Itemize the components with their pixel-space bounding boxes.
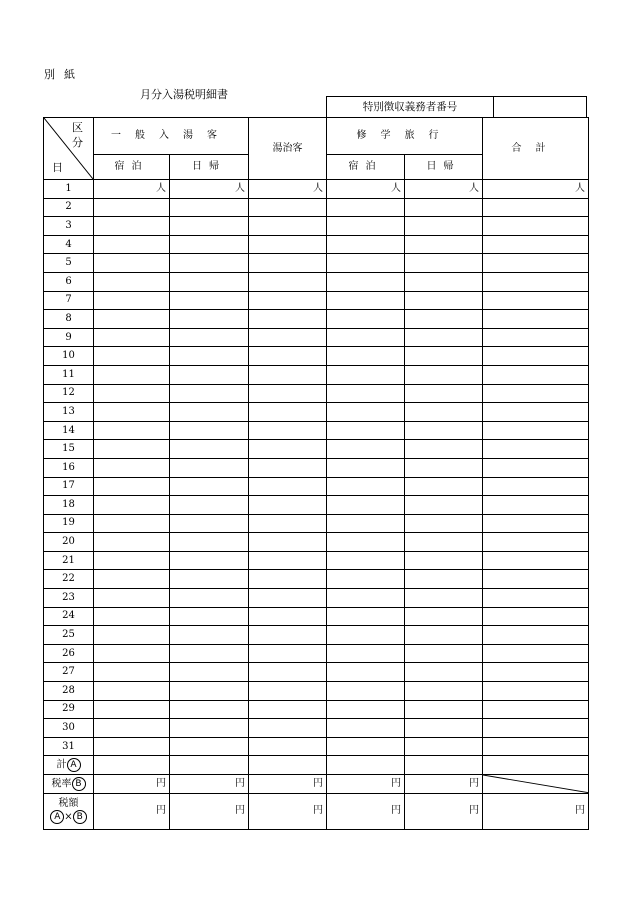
day-cell[interactable] (327, 607, 405, 626)
tax-amount-cell[interactable]: 円 (327, 793, 405, 829)
day-number: 24 (44, 607, 94, 626)
day-row (44, 310, 589, 329)
day-cell[interactable]: 人 (249, 180, 327, 199)
day-row (44, 365, 589, 384)
day-cell[interactable] (94, 551, 170, 570)
day-cell[interactable] (327, 570, 405, 589)
day-cell[interactable] (94, 514, 170, 533)
day-cell[interactable] (170, 217, 249, 236)
day-cell[interactable]: 人 (170, 180, 249, 199)
day-row (44, 533, 589, 552)
sum-cell[interactable] (249, 756, 327, 775)
tax-amount-label: 税額 A × B (44, 793, 94, 829)
day-number: 29 (44, 700, 94, 719)
day-cell[interactable] (405, 719, 483, 738)
day-cell[interactable] (327, 700, 405, 719)
day-cell[interactable] (170, 458, 249, 477)
day-number: 5 (44, 254, 94, 273)
day-row (44, 682, 589, 701)
day-cell[interactable] (405, 291, 483, 310)
day-cell[interactable] (327, 235, 405, 254)
school-daytrip-header: 日帰 (405, 155, 483, 180)
day-cell[interactable] (170, 607, 249, 626)
day-cell[interactable] (249, 551, 327, 570)
day-number: 27 (44, 663, 94, 682)
day-row (44, 440, 589, 459)
day-cell[interactable] (170, 570, 249, 589)
tax-number-field[interactable] (494, 97, 586, 118)
day-number: 11 (44, 365, 94, 384)
day-number: 30 (44, 719, 94, 738)
day-number: 7 (44, 291, 94, 310)
day-number: 9 (44, 328, 94, 347)
day-cell[interactable] (483, 365, 589, 384)
day-row (44, 291, 589, 310)
day-cell[interactable] (249, 384, 327, 403)
day-row (44, 737, 589, 756)
general-guests-header: 一般入湯客 (94, 118, 249, 155)
rate-cell[interactable]: 円 (170, 775, 249, 794)
day-cell[interactable] (94, 272, 170, 291)
rate-cell[interactable]: 円 (94, 775, 170, 794)
day-cell[interactable] (327, 347, 405, 366)
day-cell[interactable] (327, 403, 405, 422)
day-cell[interactable] (94, 737, 170, 756)
day-cell[interactable] (94, 198, 170, 217)
corner-header (44, 118, 94, 180)
day-cell[interactable] (327, 477, 405, 496)
day-cell[interactable] (405, 700, 483, 719)
day-cell[interactable] (249, 514, 327, 533)
school-overnight-header: 宿泊 (327, 155, 405, 180)
day-cell[interactable] (249, 477, 327, 496)
day-cell[interactable] (405, 589, 483, 608)
day-cell[interactable] (94, 458, 170, 477)
day-cell[interactable] (249, 737, 327, 756)
day-cell[interactable] (405, 421, 483, 440)
tax-amount-total-cell[interactable]: 円 (483, 793, 589, 829)
day-number: 21 (44, 551, 94, 570)
day-cell[interactable] (170, 254, 249, 273)
day-cell[interactable] (94, 682, 170, 701)
day-cell[interactable] (249, 626, 327, 645)
day-cell[interactable] (94, 700, 170, 719)
day-cell[interactable] (249, 272, 327, 291)
day-row (44, 570, 589, 589)
day-cell[interactable] (483, 328, 589, 347)
day-cell[interactable] (170, 626, 249, 645)
rate-cell[interactable]: 円 (327, 775, 405, 794)
day-cell[interactable] (327, 644, 405, 663)
rate-label: 税率 B (44, 775, 94, 794)
day-number: 23 (44, 589, 94, 608)
day-cell[interactable] (405, 477, 483, 496)
day-cell[interactable] (327, 254, 405, 273)
day-cell[interactable] (483, 198, 589, 217)
day-cell[interactable] (483, 533, 589, 552)
day-cell[interactable] (483, 254, 589, 273)
day-cell[interactable] (249, 440, 327, 459)
day-cell[interactable] (170, 440, 249, 459)
day-row (44, 644, 589, 663)
day-cell[interactable] (249, 403, 327, 422)
day-cell[interactable] (170, 403, 249, 422)
day-cell[interactable] (405, 440, 483, 459)
day-cell[interactable] (483, 440, 589, 459)
day-cell[interactable] (483, 384, 589, 403)
day-cell[interactable] (249, 589, 327, 608)
day-cell[interactable] (405, 663, 483, 682)
day-cell[interactable] (327, 682, 405, 701)
day-row (44, 719, 589, 738)
day-cell[interactable] (170, 589, 249, 608)
day-cell[interactable] (170, 663, 249, 682)
day-number: 4 (44, 235, 94, 254)
day-row (44, 272, 589, 291)
day-cell[interactable] (249, 198, 327, 217)
day-cell[interactable] (170, 644, 249, 663)
day-cell[interactable] (170, 291, 249, 310)
day-number: 6 (44, 272, 94, 291)
school-trip-header: 修学旅行 (327, 118, 483, 155)
mark-a-icon: A (50, 810, 64, 824)
day-row (44, 180, 589, 199)
day-cell[interactable] (249, 458, 327, 477)
day-number: 17 (44, 477, 94, 496)
form-label: 別紙 (44, 68, 84, 81)
day-cell[interactable] (170, 477, 249, 496)
day-cell[interactable] (170, 682, 249, 701)
day-number: 2 (44, 198, 94, 217)
tax-number-label: 特別徴収義務者番号 (327, 97, 494, 118)
day-cell[interactable] (483, 737, 589, 756)
day-cell[interactable] (249, 607, 327, 626)
day-cell[interactable] (327, 272, 405, 291)
day-cell[interactable] (94, 384, 170, 403)
day-cell[interactable] (483, 347, 589, 366)
day-number: 19 (44, 514, 94, 533)
day-cell[interactable] (483, 589, 589, 608)
day-cell[interactable] (327, 551, 405, 570)
day-cell[interactable] (94, 607, 170, 626)
tax-amount-cell[interactable]: 円 (170, 793, 249, 829)
day-cell[interactable] (327, 663, 405, 682)
rate-total-diagonal (483, 775, 589, 794)
day-cell[interactable] (249, 235, 327, 254)
day-cell[interactable] (170, 235, 249, 254)
day-cell[interactable] (94, 626, 170, 645)
day-cell[interactable] (327, 365, 405, 384)
day-cell[interactable] (405, 644, 483, 663)
day-cell[interactable] (249, 570, 327, 589)
day-cell[interactable] (94, 570, 170, 589)
day-cell[interactable] (327, 421, 405, 440)
day-cell[interactable] (94, 421, 170, 440)
day-cell[interactable] (249, 644, 327, 663)
day-cell[interactable] (483, 551, 589, 570)
day-cell[interactable] (94, 589, 170, 608)
day-cell[interactable] (483, 570, 589, 589)
day-cell[interactable] (327, 533, 405, 552)
day-row (44, 551, 589, 570)
day-cell[interactable] (483, 682, 589, 701)
day-row (44, 496, 589, 515)
day-cell[interactable] (483, 403, 589, 422)
day-cell[interactable] (249, 496, 327, 515)
mark-b-icon: B (73, 810, 87, 824)
sum-cell[interactable] (94, 756, 170, 775)
day-cell[interactable] (249, 310, 327, 329)
day-cell[interactable] (405, 198, 483, 217)
day-cell[interactable] (170, 719, 249, 738)
day-number: 20 (44, 533, 94, 552)
day-cell[interactable] (483, 719, 589, 738)
day-cell[interactable] (327, 328, 405, 347)
day-row (44, 384, 589, 403)
day-cell[interactable] (249, 365, 327, 384)
day-cell[interactable] (405, 403, 483, 422)
day-cell[interactable] (94, 403, 170, 422)
day-row (44, 254, 589, 273)
day-row (44, 700, 589, 719)
day-cell[interactable] (170, 551, 249, 570)
day-cell[interactable] (405, 458, 483, 477)
tax-number-box (326, 96, 587, 118)
day-cell[interactable] (483, 217, 589, 236)
day-cell[interactable] (405, 682, 483, 701)
day-cell[interactable] (405, 217, 483, 236)
day-cell[interactable] (249, 291, 327, 310)
day-cell[interactable] (405, 254, 483, 273)
day-cell[interactable] (94, 365, 170, 384)
day-cell[interactable] (249, 254, 327, 273)
day-row (44, 477, 589, 496)
day-cell[interactable] (327, 589, 405, 608)
day-number: 26 (44, 644, 94, 663)
day-cell[interactable] (170, 365, 249, 384)
day-cell[interactable] (94, 328, 170, 347)
day-cell[interactable] (170, 514, 249, 533)
day-cell[interactable] (249, 700, 327, 719)
day-cell[interactable] (483, 310, 589, 329)
day-cell[interactable] (483, 235, 589, 254)
day-row (44, 421, 589, 440)
tax-amount-cell[interactable]: 円 (249, 793, 327, 829)
day-cell[interactable] (94, 291, 170, 310)
day-cell[interactable] (327, 514, 405, 533)
day-cell[interactable]: 人 (405, 180, 483, 199)
day-cell[interactable] (170, 496, 249, 515)
day-cell[interactable] (483, 626, 589, 645)
day-row (44, 328, 589, 347)
spa-treatment-header: 湯治客 (249, 118, 327, 180)
day-cell[interactable] (405, 570, 483, 589)
total-header: 合計 (483, 118, 589, 180)
day-cell[interactable] (405, 347, 483, 366)
day-number: 12 (44, 384, 94, 403)
sum-cell[interactable] (405, 756, 483, 775)
day-number: 28 (44, 682, 94, 701)
day-number: 1 (44, 180, 94, 199)
day-cell[interactable] (170, 310, 249, 329)
day-cell[interactable] (94, 440, 170, 459)
day-cell[interactable] (405, 365, 483, 384)
day-cell[interactable] (94, 496, 170, 515)
day-number: 3 (44, 217, 94, 236)
day-cell[interactable] (405, 384, 483, 403)
day-cell[interactable] (405, 310, 483, 329)
day-cell[interactable] (483, 644, 589, 663)
day-cell[interactable] (405, 272, 483, 291)
day-cell[interactable] (405, 607, 483, 626)
day-cell[interactable] (327, 496, 405, 515)
day-cell[interactable] (170, 328, 249, 347)
day-cell[interactable] (483, 458, 589, 477)
day-number: 8 (44, 310, 94, 329)
day-cell[interactable] (327, 626, 405, 645)
day-cell[interactable] (327, 291, 405, 310)
rate-cell[interactable]: 円 (249, 775, 327, 794)
day-cell[interactable] (94, 235, 170, 254)
tax-amount-cell[interactable]: 円 (405, 793, 483, 829)
day-cell[interactable] (405, 551, 483, 570)
day-cell[interactable] (94, 347, 170, 366)
day-number: 16 (44, 458, 94, 477)
day-cell[interactable] (170, 347, 249, 366)
day-number: 22 (44, 570, 94, 589)
general-daytrip-header: 日帰 (170, 155, 249, 180)
day-cell[interactable] (170, 737, 249, 756)
day-cell[interactable] (170, 272, 249, 291)
day-cell[interactable]: 人 (327, 180, 405, 199)
day-cell[interactable] (327, 384, 405, 403)
day-row (44, 589, 589, 608)
day-cell[interactable] (170, 198, 249, 217)
day-row (44, 217, 589, 236)
day-number: 31 (44, 737, 94, 756)
day-cell[interactable] (249, 421, 327, 440)
day-cell[interactable] (483, 272, 589, 291)
day-cell[interactable] (327, 198, 405, 217)
day-number: 13 (44, 403, 94, 422)
tax-amount-cell[interactable]: 円 (94, 793, 170, 829)
day-cell[interactable] (405, 235, 483, 254)
sum-cell[interactable] (327, 756, 405, 775)
general-overnight-header: 宿泊 (94, 155, 170, 180)
day-cell[interactable] (327, 440, 405, 459)
day-cell[interactable] (405, 496, 483, 515)
day-row (44, 458, 589, 477)
rate-cell[interactable]: 円 (405, 775, 483, 794)
day-cell[interactable] (405, 328, 483, 347)
form-title: 月分入湯税明細書 (140, 88, 228, 101)
day-number: 10 (44, 347, 94, 366)
day-number: 18 (44, 496, 94, 515)
day-cell[interactable] (249, 217, 327, 236)
mark-a-icon: A (67, 758, 81, 772)
day-cell[interactable] (483, 421, 589, 440)
day-cell[interactable] (249, 347, 327, 366)
day-cell[interactable] (327, 217, 405, 236)
day-cell[interactable] (249, 663, 327, 682)
day-cell[interactable] (327, 719, 405, 738)
day-cell[interactable] (327, 310, 405, 329)
day-row (44, 235, 589, 254)
day-row (44, 626, 589, 645)
day-row (44, 607, 589, 626)
day-cell[interactable] (170, 384, 249, 403)
mark-b-icon: B (72, 777, 86, 791)
day-cell[interactable] (94, 644, 170, 663)
day-cell[interactable] (405, 626, 483, 645)
day-cell[interactable] (249, 682, 327, 701)
day-cell[interactable] (483, 514, 589, 533)
day-row (44, 514, 589, 533)
corner-category2: 分 (72, 136, 83, 149)
day-cell[interactable] (94, 719, 170, 738)
day-cell[interactable] (170, 421, 249, 440)
day-cell[interactable] (483, 496, 589, 515)
day-cell[interactable] (94, 663, 170, 682)
day-cell[interactable]: 人 (483, 180, 589, 199)
day-cell[interactable] (94, 217, 170, 236)
sum-cell[interactable] (483, 756, 589, 775)
day-cell[interactable] (94, 254, 170, 273)
day-cell[interactable]: 人 (94, 180, 170, 199)
day-cell[interactable] (483, 700, 589, 719)
day-row (44, 198, 589, 217)
day-row (44, 347, 589, 366)
day-cell[interactable] (249, 328, 327, 347)
day-cell[interactable] (94, 533, 170, 552)
day-number: 25 (44, 626, 94, 645)
corner-day: 日 (52, 161, 63, 174)
sum-label: 計 A (44, 756, 94, 775)
day-row (44, 663, 589, 682)
sum-cell[interactable] (170, 756, 249, 775)
day-row (44, 403, 589, 422)
day-cell[interactable] (249, 533, 327, 552)
day-cell[interactable] (249, 719, 327, 738)
day-number: 14 (44, 421, 94, 440)
day-cell[interactable] (327, 458, 405, 477)
day-cell[interactable] (170, 700, 249, 719)
day-cell[interactable] (405, 514, 483, 533)
day-cell[interactable] (483, 663, 589, 682)
day-number: 15 (44, 440, 94, 459)
day-cell[interactable] (405, 737, 483, 756)
tax-detail-table (43, 117, 589, 830)
corner-category: 区 (72, 121, 83, 134)
day-cell[interactable] (483, 477, 589, 496)
day-cell[interactable] (170, 533, 249, 552)
day-cell[interactable] (483, 607, 589, 626)
day-cell[interactable] (327, 737, 405, 756)
day-cell[interactable] (483, 291, 589, 310)
day-cell[interactable] (94, 477, 170, 496)
day-cell[interactable] (405, 533, 483, 552)
day-cell[interactable] (94, 310, 170, 329)
